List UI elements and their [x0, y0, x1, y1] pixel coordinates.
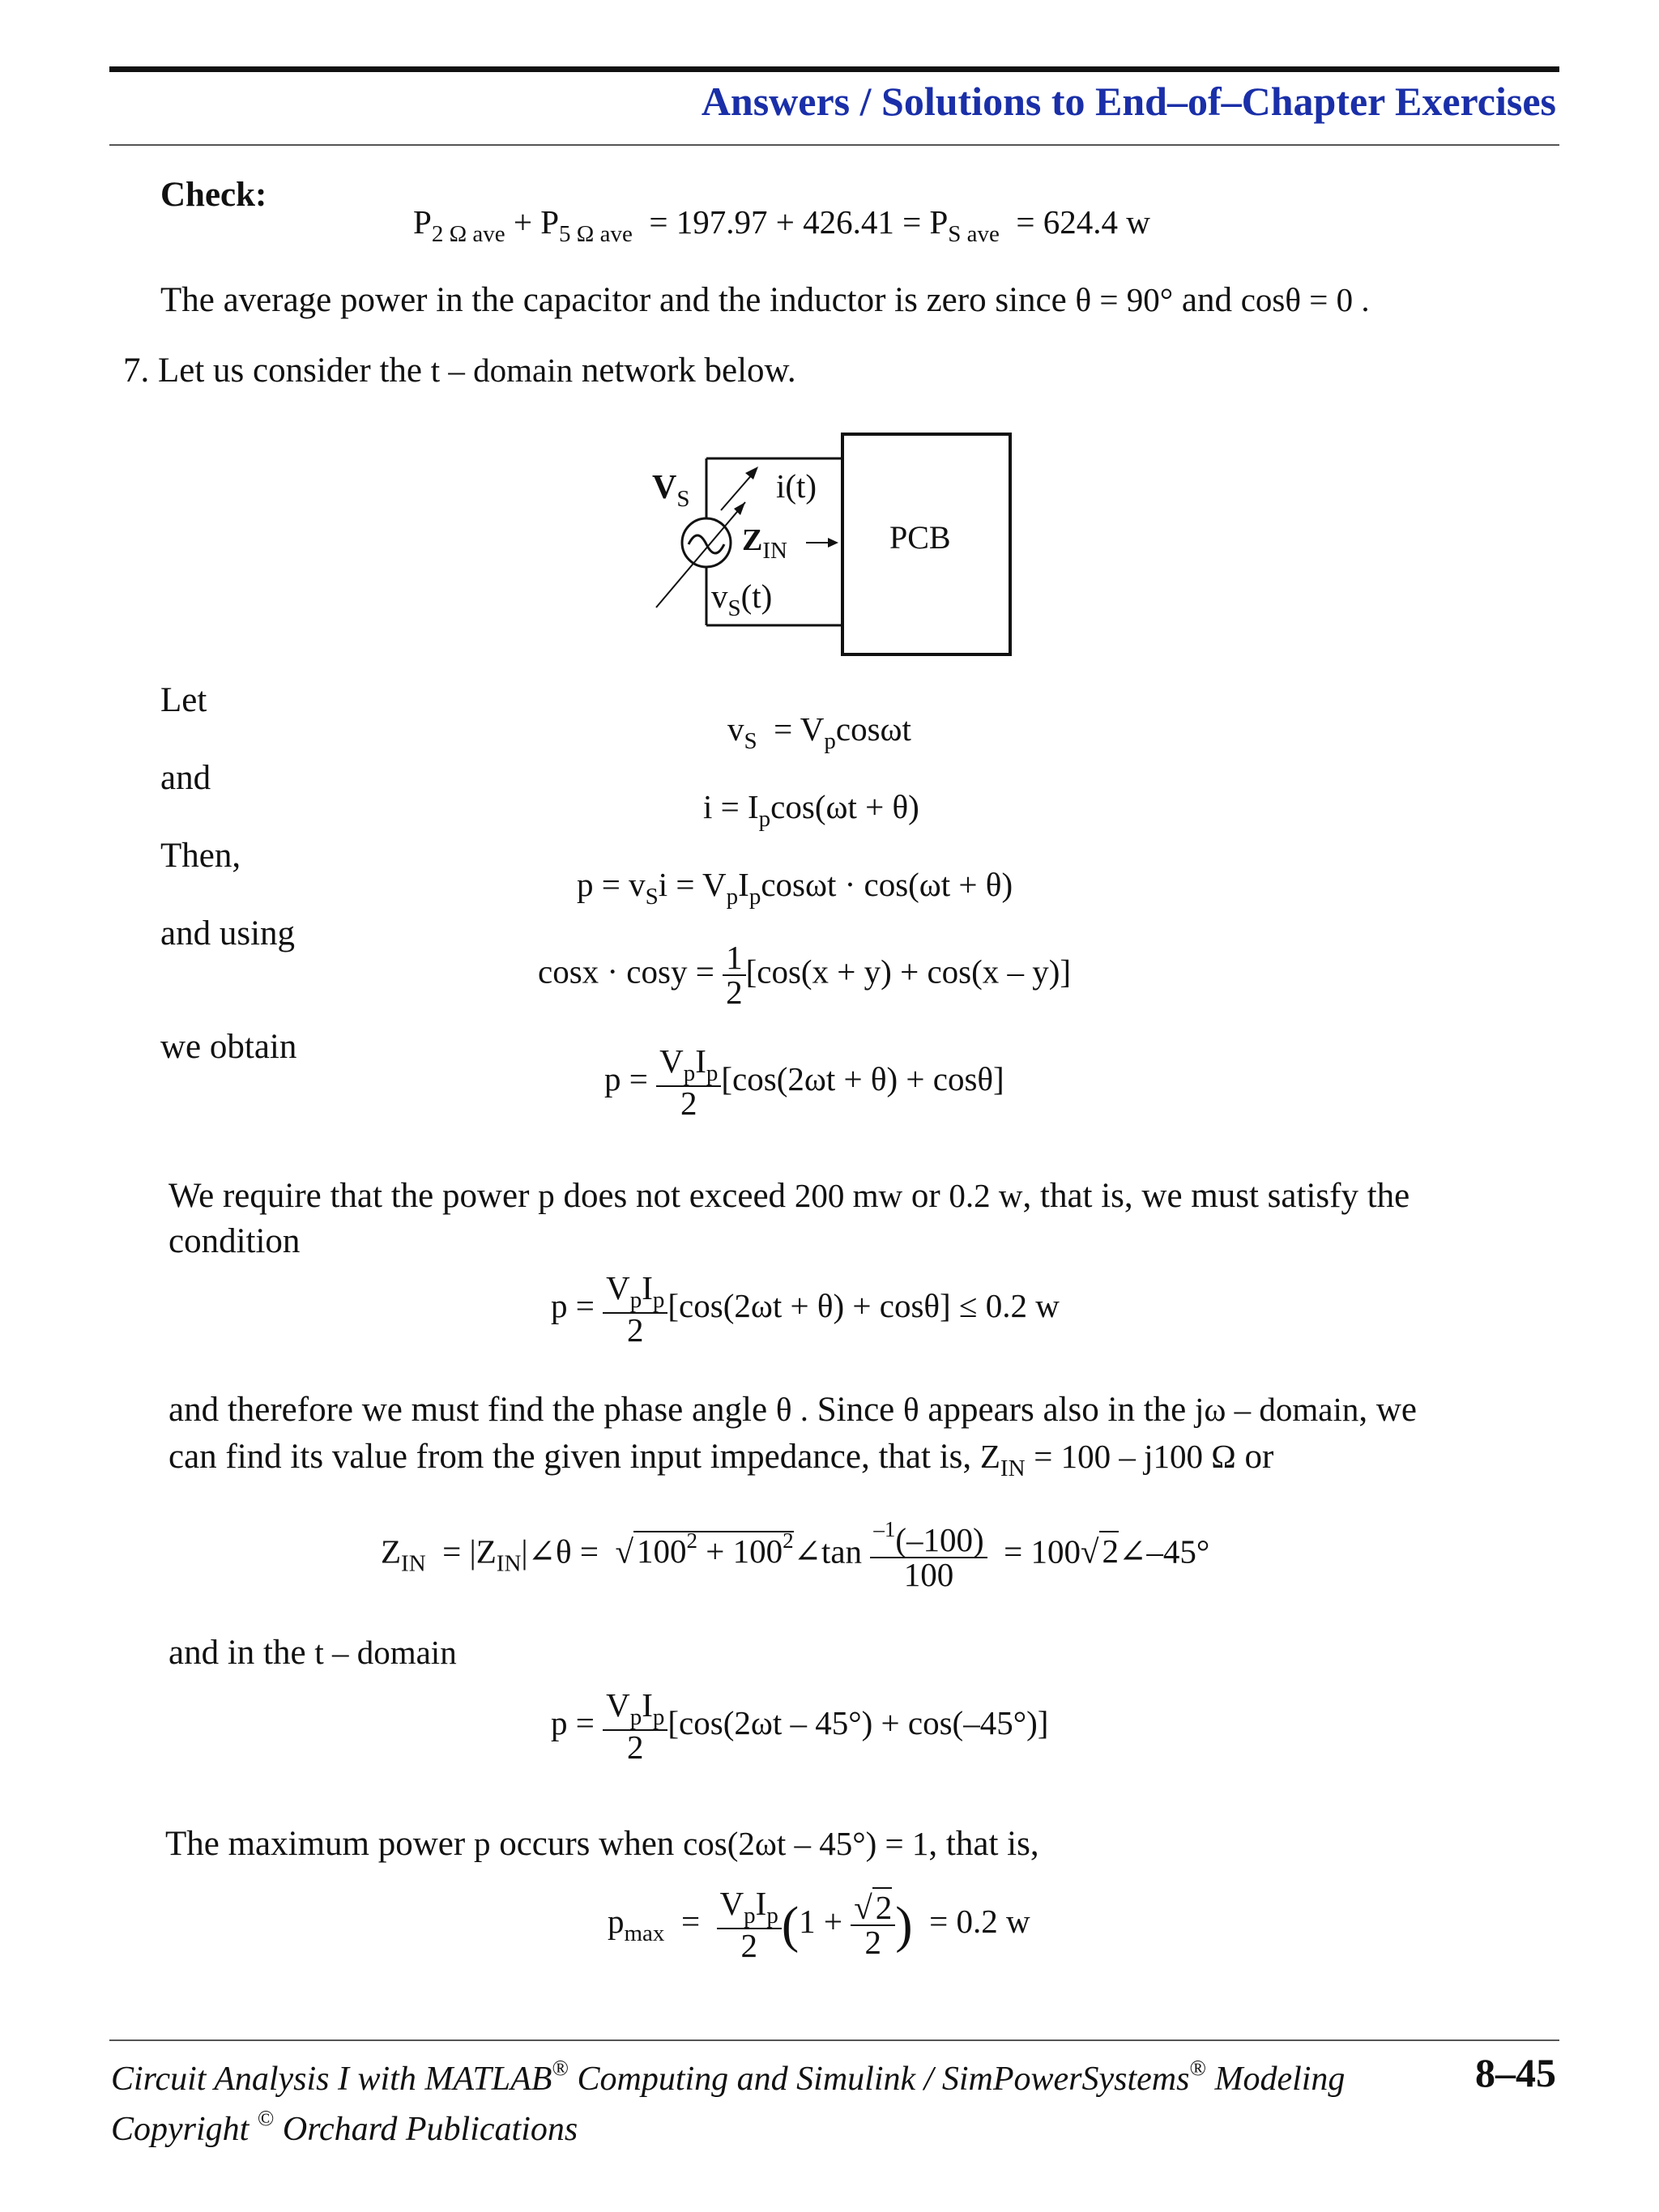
check-label: Check: [160, 176, 267, 214]
avg-power-sentence: The average power in the capacitor and the inductor is zero since θ = 90° and cosθ = 0 . [160, 281, 1370, 319]
item-7: 7. Let us consider the t – domain network below. [123, 352, 796, 390]
vst-label: $v_S(t)$ [711, 578, 773, 621]
vs-label: $V_S$ [652, 469, 690, 512]
max-power-sentence: The maximum power p occurs when cos(2ωt – 45°) = 1, that is, [165, 1825, 1039, 1863]
phase-line-2: can find its value from the given input impedance, that is, $Z_{IN} = 100 - j100$ Ω or [168, 1438, 1274, 1481]
footer-copyright: Copyright © Orchard Publications [111, 2106, 578, 2148]
label-then: Then, [160, 837, 241, 875]
eq-pmax: $p_{max}$ = $\frac{V_pI_p}{2}$ (1 + $\frac{√2}{2}$ ) = 0.2 w [608, 1885, 1030, 1964]
it-label: i(t) [776, 467, 817, 505]
eq-p1: $p = v_Si = V_pI_p\cos\omega t \cdot \cos(\omega t + \theta)$ [577, 866, 1013, 910]
label-we-obtain: we obtain [160, 1028, 297, 1066]
phase-line-1: and therefore we must find the phase angle θ . Since θ appears also in the jω – domain, we [168, 1391, 1417, 1429]
circuit-diagram [632, 421, 1021, 664]
eq-p2: p = $\frac{V_pI_p}{2}$ [cos(2ωt + θ) + cosθ] [604, 1042, 1004, 1122]
check-equation: $P_{2 \Omega ave} + P_{5 \Omega ave} = 197.97 + 426.41 = P_{S ave} = 624.4$ w [413, 203, 1150, 247]
require-line-2: condition [168, 1222, 301, 1260]
label-and-using: and using [160, 914, 296, 953]
tdomain-line: and in the t – domain [168, 1634, 457, 1672]
eq-zin: $Z_{IN}$ = $|Z_{IN}|\angle\theta = √100^2$ + $100^2\angle\tan$ $\frac{^{-1}(-100)}{100}$ = 100√2∠–45° [381, 1517, 1210, 1593]
eq-condition: p = $\frac{V_pI_p}{2}$ [cos(2ωt + θ) + cosθ] ≤ 0.2 w [551, 1269, 1060, 1349]
pcb-label: PCB [889, 519, 951, 556]
header-bottom-rule [109, 144, 1559, 146]
eq-p3: p = $\frac{V_pI_p}{2}$ [cos(2ωt – 45°) + cos(–45°)] [551, 1686, 1049, 1766]
eq-i: $i = I_p\cos(\omega t + \theta)$ [703, 788, 919, 832]
header-top-rule [109, 66, 1559, 72]
require-line-1: We require that the power p does not exceed 200 mw or 0.2 w, that is, we must satisfy the [168, 1177, 1410, 1215]
eq-vs: $v_S = V_p\cos\omega t$ [727, 710, 911, 754]
current-arrow [721, 473, 753, 510]
label-let: Let [160, 681, 207, 719]
zin-label: $Z_{IN}$ [742, 523, 787, 564]
footer-book-title: Circuit Analysis I with MATLAB® Computing and Simulink / SimPowerSystems® Modeling [111, 2056, 1346, 2098]
eq-trig-identity: cosx · cosy = $\frac{1}{2}$ [cos(x + y) + cos(x – y)] [538, 939, 1072, 1011]
page-number: 8–45 [1475, 2050, 1556, 2095]
page-header-title: Answers / Solutions to End–of–Chapter Exercises [701, 79, 1556, 124]
footer-rule [109, 2039, 1559, 2041]
label-and: and [160, 759, 211, 797]
